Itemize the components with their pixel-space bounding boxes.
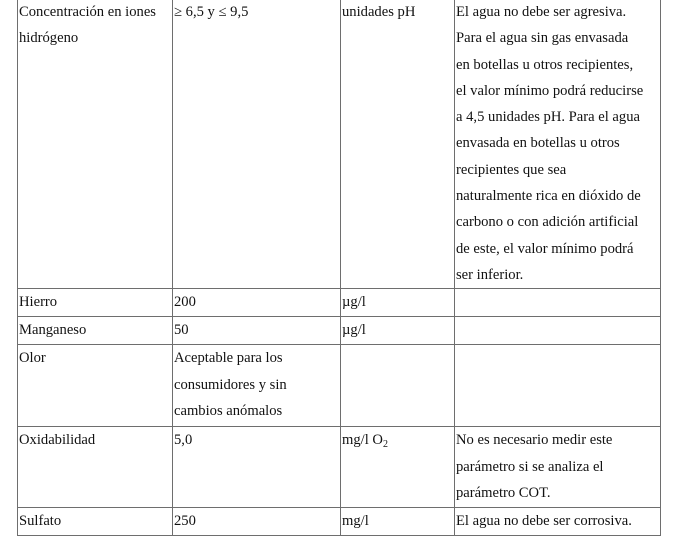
note-line: No es necesario medir este: [456, 432, 613, 449]
note-line: envasada en botellas u otros: [456, 135, 620, 152]
value-cell: [173, 0, 341, 289]
note-line: el valor mínimo podrá reducirse: [456, 82, 644, 99]
note-line: en botellas u otros recipientes,: [456, 56, 634, 73]
note-line: ser inferior.: [456, 266, 524, 283]
note-line: a 4,5 unidades pH. Para el agua: [456, 109, 640, 126]
notes-cell: [455, 317, 661, 345]
unit-text: µg/l: [342, 294, 366, 311]
value-cell: [173, 427, 341, 508]
unit-cell: [341, 0, 455, 289]
notes-cell: [455, 289, 661, 317]
unit-text: unidades pH: [342, 4, 416, 20]
value-text: ≥ 6,5 y ≤ 9,5: [174, 4, 249, 20]
table-row: [18, 0, 661, 289]
table-row: [18, 289, 661, 317]
note-line: de este, el valor mínimo podrá: [456, 240, 634, 257]
parameter-text: Manganeso: [19, 322, 87, 339]
value-cell: [173, 317, 341, 345]
table-row: [18, 427, 661, 508]
value-cell: [173, 345, 341, 427]
parameter-text: Concentración en iones: [19, 4, 156, 20]
unit-cell: [341, 508, 455, 536]
notes-cell: [455, 427, 661, 508]
value-cell: [173, 289, 341, 317]
value-text: consumidores y sin: [174, 376, 287, 393]
parameters-table: [17, 0, 661, 536]
note-line: El agua no debe ser corrosiva.: [456, 513, 632, 530]
unit-subscript: 2: [382, 439, 388, 451]
notes-cell: [455, 508, 661, 536]
parameter-text: Olor: [19, 350, 46, 367]
notes-cell: [455, 0, 661, 289]
note-line: parámetro COT.: [456, 484, 551, 501]
value-text: Aceptable para los: [174, 350, 283, 367]
parameter-text: Sulfato: [19, 513, 62, 530]
note-line: Para el agua sin gas envasada: [456, 30, 629, 47]
value-text: 250: [174, 513, 196, 530]
parameter-cell: [18, 427, 173, 508]
unit-cell: [341, 345, 455, 427]
unit-text: µg/l: [342, 322, 366, 339]
parameter-cell: [18, 345, 173, 427]
value-text: cambios anómalos: [174, 402, 283, 419]
note-line: parámetro si se analiza el: [456, 458, 604, 475]
parameter-cell: [18, 289, 173, 317]
notes-cell: [455, 345, 661, 427]
value-text: 5,0: [174, 432, 193, 449]
unit-base: mg/l O: [342, 432, 383, 449]
parameter-cell: [18, 317, 173, 345]
note-line: recipientes que sea: [456, 161, 567, 178]
value-text: 50: [174, 322, 189, 339]
parameter-text: hidrógeno: [19, 30, 79, 47]
parameter-cell: [18, 0, 173, 289]
note-line: El agua no debe ser agresiva.: [456, 4, 627, 20]
value-text: 200: [174, 294, 196, 311]
unit-text: [342, 427, 454, 455]
parameter-cell: [18, 508, 173, 536]
table-row: [18, 317, 661, 345]
table-row: [18, 345, 661, 427]
parameter-text: Oxidabilidad: [19, 432, 96, 449]
note-line: carbono o con adición artificial: [456, 214, 639, 231]
value-cell: [173, 508, 341, 536]
unit-cell: [341, 289, 455, 317]
table-row: [18, 508, 661, 536]
note-line: naturalmente rica en dióxido de: [456, 188, 641, 205]
unit-text: mg/l: [342, 513, 369, 530]
unit-cell: [341, 427, 455, 508]
parameter-text: Hierro: [19, 294, 58, 311]
unit-cell: [341, 317, 455, 345]
